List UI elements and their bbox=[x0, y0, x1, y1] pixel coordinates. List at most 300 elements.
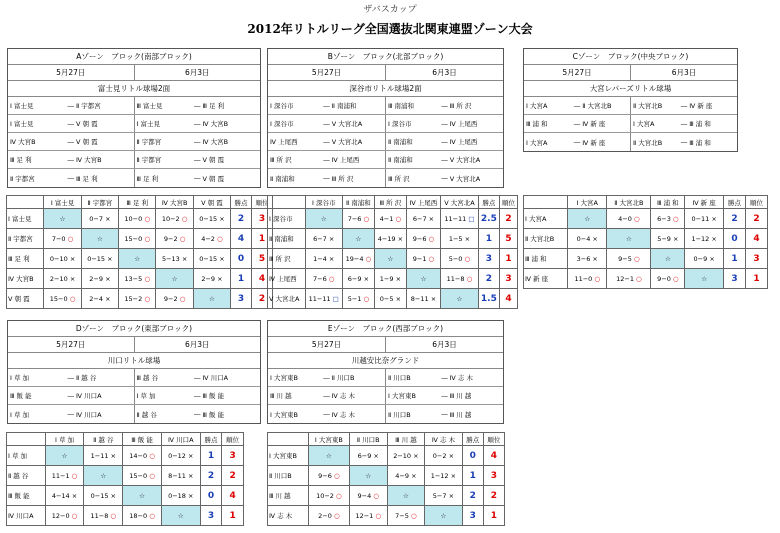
match-text: Ⅴ 朝 霞 bbox=[202, 174, 225, 183]
match-row bbox=[8, 115, 260, 133]
result-text: 5−7 × bbox=[432, 491, 455, 500]
points-cell: 1 bbox=[200, 446, 222, 466]
result-text: 0−9 × bbox=[693, 254, 715, 263]
match-text: Ⅲ 川 越 bbox=[449, 392, 472, 400]
match-text: Ⅲ 飯 能 bbox=[202, 410, 225, 419]
points-cell: 2 bbox=[478, 269, 499, 289]
match bbox=[268, 97, 386, 114]
column-header: Ⅰ 大宮A bbox=[568, 196, 607, 209]
zone-name-text: Eゾーン ブロック(西部ブロック) bbox=[327, 324, 444, 333]
dash: ― bbox=[680, 119, 688, 128]
table-row bbox=[268, 466, 505, 486]
result-cell bbox=[81, 269, 118, 289]
match-text: ― bbox=[67, 119, 74, 128]
result-text: 0−4 × bbox=[576, 234, 598, 243]
match bbox=[268, 115, 386, 132]
table-row bbox=[7, 446, 244, 466]
result-text: 15−0 ○ bbox=[129, 471, 155, 480]
rank-header: 順位 bbox=[483, 433, 504, 446]
result-cell bbox=[193, 269, 230, 289]
match-text: ― bbox=[67, 101, 74, 110]
result-cell bbox=[305, 229, 342, 249]
result-text: 7−0 ○ bbox=[51, 234, 74, 243]
rank-cell: 4 bbox=[251, 269, 272, 289]
table-row bbox=[268, 229, 518, 249]
match-text: Ⅳ 志 木 bbox=[331, 392, 355, 400]
result-cell bbox=[425, 466, 463, 486]
self-match-cell bbox=[342, 229, 374, 249]
column-header: Ⅳ 大宮B bbox=[156, 196, 193, 209]
table-row bbox=[7, 269, 273, 289]
header-row bbox=[7, 433, 244, 446]
table-row bbox=[524, 269, 768, 289]
rank-cell: 5 bbox=[500, 229, 518, 249]
result-cell bbox=[387, 446, 425, 466]
team-name: Ⅰ 大宮A bbox=[524, 209, 568, 229]
column-header: Ⅴ 大宮北A bbox=[441, 196, 479, 209]
date-1: 5月27日 bbox=[524, 65, 631, 80]
team-name: Ⅱ 宇都宮 bbox=[7, 229, 44, 249]
result-text: 4−19 × bbox=[377, 234, 404, 243]
rank-cell: 2 bbox=[500, 209, 518, 229]
self-match-cell bbox=[84, 466, 123, 486]
self-match-cell bbox=[651, 249, 685, 269]
table-row bbox=[524, 249, 768, 269]
result-text: 5−1 ○ bbox=[347, 294, 370, 303]
rank-cell: 1 bbox=[251, 229, 272, 249]
points-header: 勝点 bbox=[478, 196, 499, 209]
match-text: Ⅱ 越 谷 bbox=[136, 410, 157, 419]
result-cell bbox=[118, 229, 155, 249]
match bbox=[386, 151, 503, 168]
match-text: Ⅴ 大宮北A bbox=[331, 120, 363, 128]
team-name: Ⅰ 深谷市 bbox=[268, 209, 306, 229]
result-cell bbox=[374, 209, 406, 229]
rank-cell: 5 bbox=[251, 249, 272, 269]
result-cell bbox=[156, 249, 193, 269]
column-header: Ⅲ 飯 能 bbox=[123, 433, 162, 446]
column-header: Ⅱ 南浦和 bbox=[342, 196, 374, 209]
match bbox=[8, 151, 135, 168]
result-text: ☆ bbox=[100, 471, 107, 480]
match-text: Ⅳ 川口A bbox=[76, 392, 102, 400]
match bbox=[8, 115, 135, 132]
match-row bbox=[268, 115, 503, 133]
match bbox=[386, 97, 503, 114]
team-name: Ⅱ 南浦和 bbox=[268, 229, 306, 249]
self-match-cell bbox=[81, 229, 118, 249]
result-cell bbox=[374, 269, 406, 289]
result-cell bbox=[44, 249, 81, 269]
result-cell bbox=[387, 506, 425, 526]
results-table bbox=[6, 432, 244, 526]
result-text: 6−9 × bbox=[357, 451, 379, 460]
match-row bbox=[8, 169, 260, 187]
result-text: 4−14 × bbox=[51, 491, 78, 500]
match bbox=[386, 369, 503, 386]
result-text: 7−6 ○ bbox=[312, 274, 335, 283]
points-cell: 4 bbox=[231, 229, 252, 249]
result-text: 1−11 × bbox=[90, 451, 116, 460]
zone-name bbox=[8, 321, 260, 337]
match bbox=[268, 387, 386, 404]
result-text: 0−18 × bbox=[168, 491, 194, 500]
self-match-cell bbox=[568, 209, 607, 229]
result-cell bbox=[161, 486, 200, 506]
result-text: 12−0 ○ bbox=[51, 511, 78, 520]
match-text: Ⅳ 上尾西 bbox=[449, 138, 478, 146]
match-text: Ⅴ 大宮北A bbox=[449, 174, 481, 183]
match-text: Ⅰ 大宮東B bbox=[270, 374, 298, 382]
match-text: Ⅳ 大宮B bbox=[202, 138, 229, 146]
match-row bbox=[268, 133, 503, 151]
match-text: Ⅲ 越 谷 bbox=[136, 374, 159, 382]
team-name: Ⅱ 越 谷 bbox=[7, 466, 46, 486]
match-text: Ⅰ 大宮東B bbox=[388, 392, 416, 400]
column-header: Ⅰ 深谷市 bbox=[305, 196, 342, 209]
result-cell bbox=[156, 289, 193, 309]
result-text: 12−1 ○ bbox=[616, 274, 642, 283]
zone-dates bbox=[8, 65, 260, 81]
table-row bbox=[524, 229, 768, 249]
result-text: 9−6 ○ bbox=[318, 471, 340, 480]
result-text: 5−0 ○ bbox=[448, 254, 471, 263]
result-cell bbox=[45, 506, 84, 526]
dash: ― bbox=[194, 155, 201, 164]
result-cell bbox=[44, 289, 81, 309]
match-text: Ⅲ 所 沢 bbox=[388, 174, 410, 183]
date-2: 6月3日 bbox=[184, 68, 210, 77]
match-text: Ⅳ 上尾西 bbox=[449, 120, 478, 128]
result-text: ☆ bbox=[320, 214, 327, 223]
match-text: Ⅱ 南浦和 bbox=[388, 138, 413, 146]
match bbox=[8, 169, 135, 187]
match bbox=[386, 405, 503, 423]
result-cell bbox=[568, 229, 607, 249]
result-cell bbox=[123, 446, 162, 466]
match-row bbox=[524, 115, 737, 133]
match-text: Ⅱ 南浦和 bbox=[388, 156, 413, 164]
result-text: 0−11 × bbox=[691, 214, 717, 223]
match-text: Ⅰ 草 加 bbox=[10, 374, 30, 382]
result-text: 15−0 ○ bbox=[49, 294, 76, 303]
result-text: 6−7 × bbox=[313, 234, 335, 243]
results-table bbox=[267, 195, 518, 309]
result-text: 0−15 × bbox=[199, 254, 225, 263]
points-cell: 2.5 bbox=[478, 209, 499, 229]
team-name: Ⅳ 志 木 bbox=[268, 506, 309, 526]
result-text: ☆ bbox=[139, 491, 145, 500]
match-text: Ⅰ 草 加 bbox=[136, 392, 156, 400]
match-text: Ⅲ 所 沢 bbox=[270, 156, 292, 164]
match-text: Ⅲ 富士見 bbox=[136, 102, 163, 110]
self-match-cell bbox=[349, 466, 387, 486]
self-match-cell bbox=[441, 289, 479, 309]
match-text: Ⅳ 大宮B bbox=[10, 138, 36, 146]
result-cell bbox=[441, 229, 479, 249]
zone-name-text: Bゾーン ブロック(北部ブロック) bbox=[327, 52, 444, 61]
match-row bbox=[268, 369, 503, 387]
dash: ― bbox=[194, 137, 201, 146]
team-name: Ⅰ 富士見 bbox=[7, 209, 44, 229]
match-text: Ⅳ 新 座 bbox=[582, 138, 606, 147]
match-text: Ⅰ 深谷市 bbox=[270, 120, 294, 128]
points-cell: 3 bbox=[231, 289, 252, 309]
match bbox=[631, 97, 737, 114]
result-text: 11−11 □ bbox=[444, 214, 475, 223]
rank-cell: 4 bbox=[483, 446, 504, 466]
result-cell bbox=[441, 269, 479, 289]
table-row bbox=[7, 209, 273, 229]
result-text: ☆ bbox=[625, 234, 632, 243]
match-text: ― bbox=[323, 137, 330, 146]
match-text: Ⅲ 足 利 bbox=[76, 174, 98, 183]
points-cell: 0 bbox=[462, 446, 483, 466]
team-name: Ⅱ 川口B bbox=[268, 466, 309, 486]
result-cell bbox=[156, 229, 193, 249]
match bbox=[8, 405, 135, 423]
dash: ― bbox=[194, 373, 201, 382]
rank-cell: 4 bbox=[500, 289, 518, 309]
zone-dates bbox=[268, 65, 503, 81]
column-header: Ⅱ 川口B bbox=[349, 433, 387, 446]
match bbox=[8, 133, 135, 150]
result-cell bbox=[441, 249, 479, 269]
match-text: ― bbox=[67, 137, 74, 146]
match-text: ― bbox=[67, 391, 74, 400]
zone-name bbox=[524, 49, 737, 65]
result-text: 18−0 ○ bbox=[129, 511, 155, 520]
match-text: ― bbox=[573, 101, 581, 110]
result-text: 10−2 ○ bbox=[161, 214, 188, 223]
points-cell: 1 bbox=[724, 249, 746, 269]
result-cell bbox=[342, 249, 374, 269]
match-text: Ⅳ 志 木 bbox=[449, 374, 473, 382]
dash: ― bbox=[441, 410, 448, 418]
result-cell bbox=[651, 209, 685, 229]
match-text: Ⅲ 飯 能 bbox=[10, 392, 32, 400]
result-text: ☆ bbox=[402, 491, 409, 500]
points-cell: 1 bbox=[478, 229, 499, 249]
venue-name: 深谷市リトル球場2面 bbox=[349, 84, 422, 93]
page-title: 2012年リトルリーグ全国選抜北関東連盟ゾーン大会 bbox=[247, 22, 533, 36]
zone-name-text: Dゾーン ブロック(東部ブロック) bbox=[75, 324, 193, 333]
match-text: ― bbox=[67, 155, 74, 164]
team-name: Ⅲ 所 沢 bbox=[268, 249, 306, 269]
result-text: 11−1 ○ bbox=[51, 471, 78, 480]
column-header: Ⅳ 志 木 bbox=[425, 433, 463, 446]
self-match-cell bbox=[607, 229, 651, 249]
table-row bbox=[268, 249, 518, 269]
venue-name: 富士見リトル球場2面 bbox=[97, 84, 171, 93]
points-header: 勝点 bbox=[462, 433, 483, 446]
self-match-cell bbox=[45, 446, 84, 466]
results-table bbox=[267, 432, 505, 526]
result-cell bbox=[305, 269, 342, 289]
match-text: Ⅰ 富士見 bbox=[136, 120, 160, 128]
date-row bbox=[524, 65, 737, 80]
dash: ― bbox=[441, 137, 448, 146]
match-text: Ⅲ 足 利 bbox=[136, 174, 159, 183]
match-text: Ⅱ 大宮北B bbox=[633, 102, 663, 110]
match-text: Ⅳ 大宮B bbox=[76, 156, 102, 164]
match bbox=[135, 115, 261, 132]
result-text: 2−9 × bbox=[201, 274, 223, 283]
table-row bbox=[7, 486, 244, 506]
match bbox=[8, 387, 135, 404]
points-header: 勝点 bbox=[724, 196, 746, 209]
match-row bbox=[268, 169, 503, 187]
rank-cell: 2 bbox=[483, 486, 504, 506]
result-text: 1−12 × bbox=[430, 471, 457, 480]
result-text: 12−1 ○ bbox=[355, 511, 382, 520]
table-row bbox=[7, 249, 273, 269]
result-text: 14−0 ○ bbox=[129, 451, 155, 460]
date-row bbox=[268, 337, 503, 352]
match bbox=[268, 169, 386, 187]
self-match-cell bbox=[118, 249, 155, 269]
rank-cell: 1 bbox=[746, 269, 768, 289]
match-text: Ⅲ 川 越 bbox=[449, 410, 472, 419]
result-text: ☆ bbox=[365, 471, 372, 480]
match-text: Ⅳ 新 座 bbox=[689, 102, 713, 110]
match-text: Ⅱ 宇都宮 bbox=[76, 102, 101, 110]
match-text: ― bbox=[573, 119, 581, 128]
rank-cell: 3 bbox=[483, 466, 504, 486]
rank-header: 順位 bbox=[746, 196, 768, 209]
match-text: Ⅴ 大宮北A bbox=[331, 138, 363, 146]
result-cell bbox=[118, 289, 155, 309]
column-header: Ⅱ 宇都宮 bbox=[81, 196, 118, 209]
match-text: Ⅳ 志 木 bbox=[331, 410, 355, 419]
header-row bbox=[268, 196, 518, 209]
match-text: Ⅲ 浦 和 bbox=[526, 120, 548, 128]
match-text: Ⅱ 越 谷 bbox=[76, 374, 97, 382]
result-cell bbox=[607, 249, 651, 269]
result-cell bbox=[44, 229, 81, 249]
match bbox=[268, 133, 386, 150]
result-text: 11−11 □ bbox=[308, 294, 339, 303]
match-text: Ⅲ 南浦和 bbox=[388, 102, 415, 110]
match bbox=[524, 97, 631, 114]
team-name: Ⅲ 足 利 bbox=[7, 249, 44, 269]
match bbox=[631, 115, 737, 132]
rank-cell: 4 bbox=[746, 229, 768, 249]
result-text: 0−5 × bbox=[379, 294, 402, 303]
results-table bbox=[6, 195, 273, 309]
result-text: 7−6 ○ bbox=[347, 214, 370, 223]
result-text: 7−5 ○ bbox=[395, 511, 417, 520]
match-row bbox=[8, 387, 260, 405]
result-text: 1−9 × bbox=[379, 274, 402, 283]
points-cell: 2 bbox=[231, 209, 252, 229]
dash: ― bbox=[441, 101, 448, 110]
result-text: 6−9 × bbox=[347, 274, 370, 283]
result-cell bbox=[406, 229, 440, 249]
result-text: 6−7 × bbox=[412, 214, 435, 223]
result-text: 9−2 ○ bbox=[163, 234, 186, 243]
match-text: ― bbox=[573, 138, 581, 146]
dash: ― bbox=[194, 391, 201, 400]
match-row bbox=[8, 405, 260, 423]
date-1: 5月27日 bbox=[268, 65, 386, 80]
result-text: ☆ bbox=[171, 274, 178, 283]
match-text: Ⅱ 大宮北B bbox=[633, 138, 663, 147]
corner-cell bbox=[524, 196, 568, 209]
match-text: Ⅳ 川口A bbox=[202, 374, 229, 382]
match bbox=[135, 133, 261, 150]
match bbox=[386, 115, 503, 132]
match-row bbox=[524, 133, 737, 151]
result-text: 11−8 ○ bbox=[446, 274, 473, 283]
result-cell bbox=[441, 209, 479, 229]
corner-cell bbox=[7, 196, 44, 209]
match bbox=[135, 387, 261, 404]
match-text: Ⅳ 大宮B bbox=[202, 120, 229, 128]
result-text: 2−10 × bbox=[49, 274, 76, 283]
match-text: ― bbox=[323, 119, 330, 128]
match-row bbox=[268, 97, 503, 115]
match-text: Ⅳ 新 座 bbox=[582, 120, 606, 128]
date-row bbox=[268, 65, 503, 80]
column-header: Ⅲ 浦 和 bbox=[651, 196, 685, 209]
result-cell bbox=[568, 249, 607, 269]
result-cell bbox=[568, 269, 607, 289]
match-row bbox=[8, 133, 260, 151]
result-cell bbox=[374, 229, 406, 249]
match bbox=[386, 133, 503, 150]
match bbox=[268, 151, 386, 168]
team-name: Ⅲ 飯 能 bbox=[7, 486, 46, 506]
result-text: 0−10 × bbox=[49, 254, 76, 263]
match-text: Ⅲ 浦 和 bbox=[689, 138, 711, 147]
date-2: 6月3日 bbox=[432, 340, 457, 349]
result-cell bbox=[193, 249, 230, 269]
match bbox=[268, 369, 386, 386]
result-cell bbox=[44, 269, 81, 289]
result-text: 9−2 ○ bbox=[163, 294, 186, 303]
points-cell: 0 bbox=[724, 229, 746, 249]
self-match-cell bbox=[123, 486, 162, 506]
rank-cell: 4 bbox=[222, 486, 244, 506]
match-row bbox=[524, 97, 737, 115]
result-cell bbox=[374, 289, 406, 309]
result-text: 1−5 × bbox=[448, 234, 471, 243]
match-text: Ⅳ 上尾西 bbox=[270, 138, 298, 146]
zone-name-text: Cゾーン ブロック(中央ブロック) bbox=[572, 52, 689, 61]
result-cell bbox=[425, 486, 463, 506]
table-row bbox=[524, 209, 768, 229]
result-cell bbox=[305, 289, 342, 309]
zone-panel bbox=[523, 48, 738, 152]
result-cell bbox=[607, 269, 651, 289]
match-text: Ⅴ 大宮北A bbox=[449, 156, 481, 164]
points-cell: 2 bbox=[200, 466, 222, 486]
points-cell: 1.5 bbox=[478, 289, 499, 309]
team-name: Ⅴ 大宮北A bbox=[268, 289, 306, 309]
result-cell bbox=[342, 289, 374, 309]
team-name: Ⅳ 川口A bbox=[7, 506, 46, 526]
result-text: 9−5 ○ bbox=[618, 254, 640, 263]
points-header: 勝点 bbox=[231, 196, 252, 209]
result-cell bbox=[685, 249, 724, 269]
corner-cell bbox=[268, 196, 306, 209]
team-name: Ⅴ 朝 霞 bbox=[7, 289, 44, 309]
self-match-cell bbox=[44, 209, 81, 229]
result-text: 9−6 ○ bbox=[412, 234, 435, 243]
match bbox=[135, 169, 261, 187]
venue-name: 川口リトル球場 bbox=[107, 356, 161, 365]
